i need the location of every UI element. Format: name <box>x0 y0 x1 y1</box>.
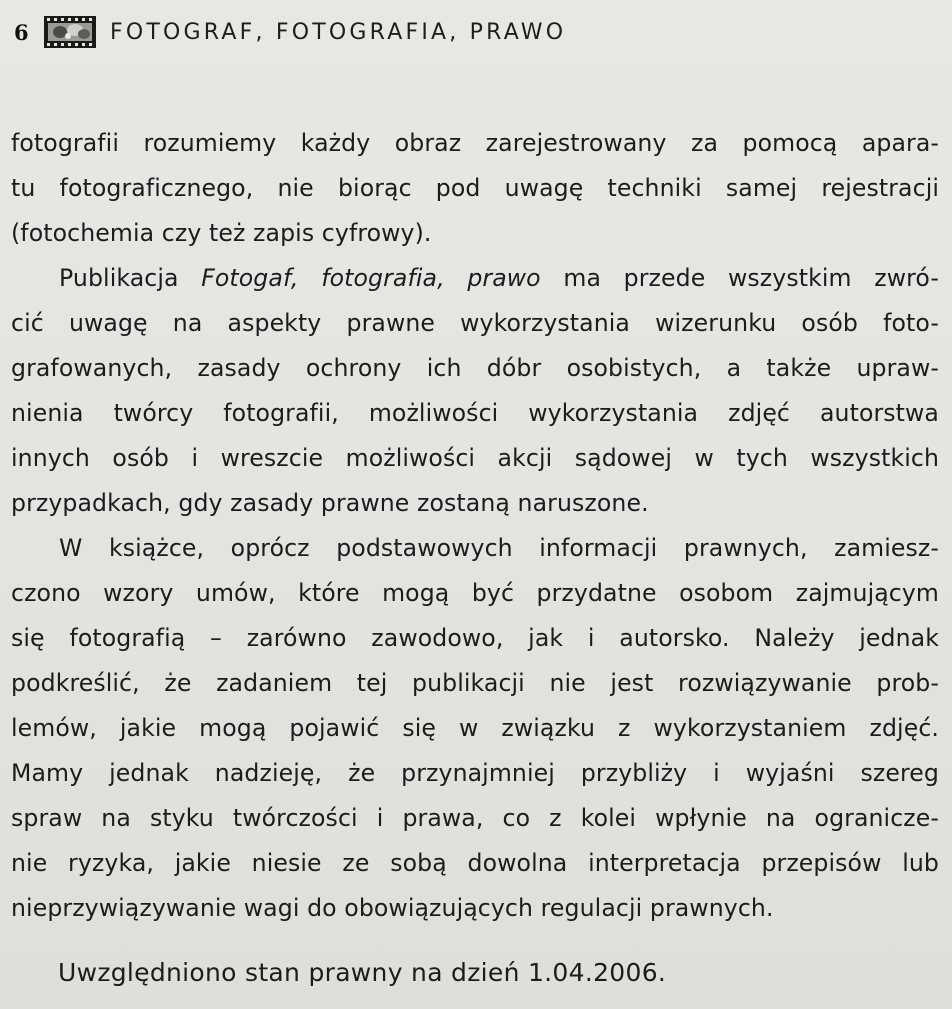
text-line: spraw na styku twórczości i prawa, co z kolei wpłynie na ogranicze- <box>11 804 939 832</box>
text-line: grafowanych, zasady ochrony ich dóbr osobistych, a także upraw- <box>11 354 939 382</box>
page-number: 6 <box>14 19 29 45</box>
text-segment: Publikacja <box>59 264 202 292</box>
paragraph-1 <box>11 121 939 256</box>
text-line: cić uwagę na aspekty prawne wykorzystania wizerunku osób foto- <box>11 309 939 337</box>
text-line: W książce, oprócz podstawowych informacji prawnych, zamiesz- <box>59 534 939 562</box>
text-line: się fotografią – zarówno zawodowo, jak i autorsko. Należy jednak <box>11 624 939 652</box>
page-header <box>14 14 566 50</box>
book-title-italic: Fotogaf, fotografia, prawo <box>201 264 541 292</box>
text-line: nienia twórcy fotografii, możliwości wykorzystania zdjęć autorstwa <box>11 399 939 427</box>
text-line: innych osób i wreszcie możliwości akcji sądowej w tych wszystkich <box>11 444 939 472</box>
text-line <box>11 256 939 301</box>
text-line: nieprzywiązywanie wagi do obowiązujących regulacji prawnych. <box>11 894 774 922</box>
text-line: nie ryzyka, jakie niesie ze sobą dowolna interpretacja przepisów lub <box>11 849 939 877</box>
text-line: czono wzory umów, które mogą być przydatne osobom zajmującym <box>11 579 939 607</box>
film-strip-photo-icon <box>44 16 96 48</box>
text-line: tu fotograficznego, nie biorąc pod uwagę techniki samej rejestracji <box>11 174 939 202</box>
paragraph-3 <box>11 526 939 931</box>
text-line: Mamy jednak nadzieję, że przynajmniej przybliży i wyjaśni szereg <box>11 759 939 787</box>
text-line: podkreślić, że zadaniem tej publikacji nie jest rozwiązywanie prob- <box>11 669 939 697</box>
running-head: FOTOGRAF, FOTOGRAFIA, PRAWO <box>110 19 567 45</box>
body-text <box>11 121 939 931</box>
text-line: lemów, jakie mogą pojawić się w związku z wykorzystaniem zdjęć. <box>11 714 939 742</box>
legal-status-note: Uwzględniono stan prawny na dzień 1.04.2006. <box>58 958 667 987</box>
text-line: fotografii rozumiemy każdy obraz zarejestrowany za pomocą apara- <box>11 129 939 157</box>
text-line: przypadkach, gdy zasady prawne zostaną naruszone. <box>11 489 649 517</box>
text-line: (fotochemia czy też zapis cyfrowy). <box>11 219 432 247</box>
paragraph-2 <box>11 256 939 526</box>
text-segment: ma przede wszystkim zwró- <box>540 264 939 292</box>
